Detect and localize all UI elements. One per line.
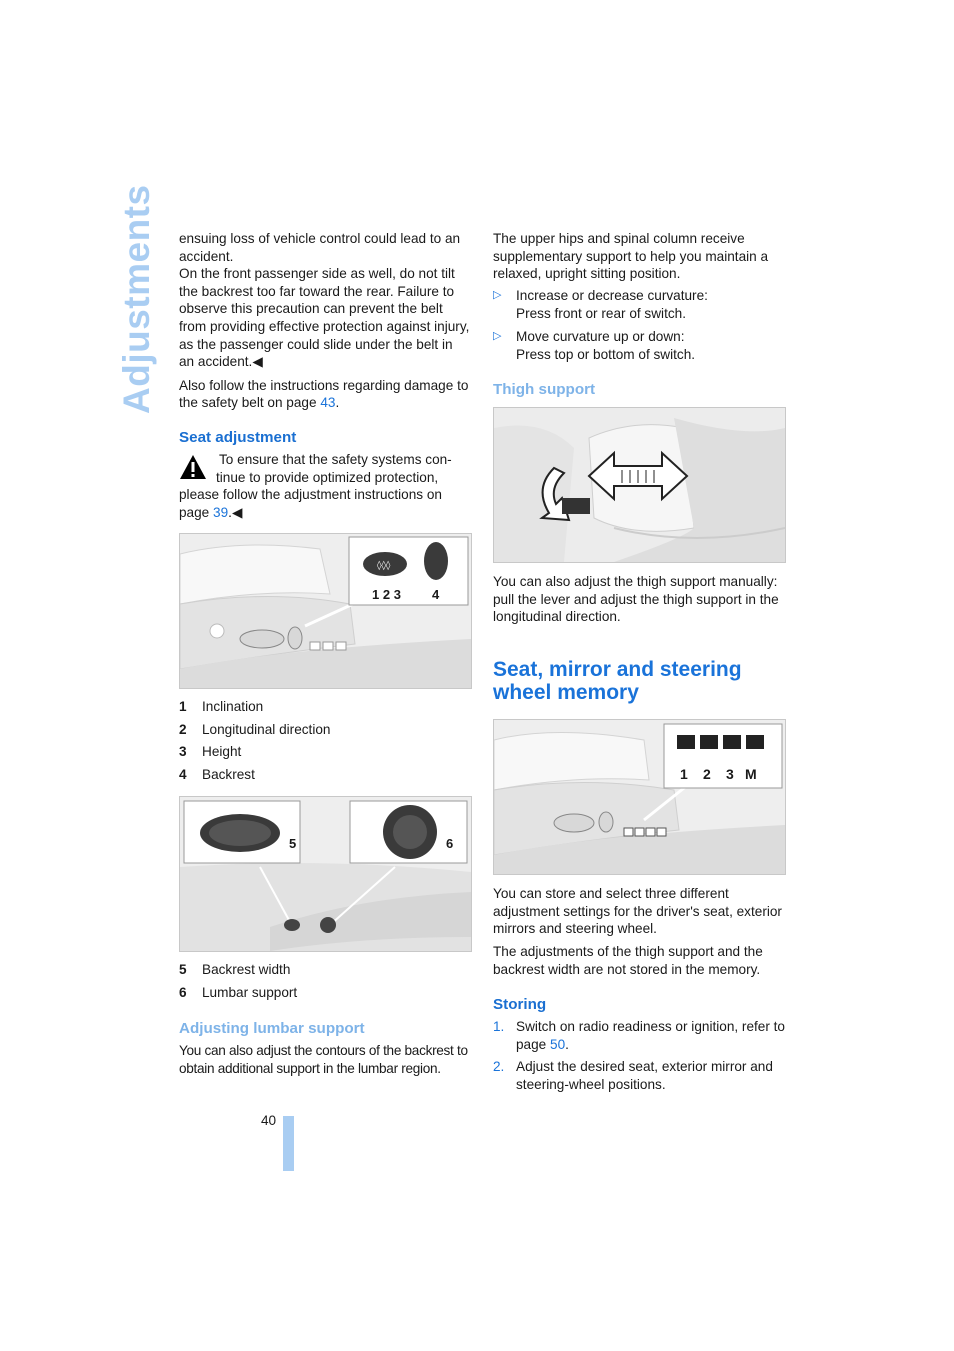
- callout-2: 2: [382, 587, 391, 602]
- paragraph: Also follow the instructions regarding damage to the safety belt on page 43.: [179, 377, 469, 411]
- bullet-item: ▷ Increase or decrease curvature: Press front or rear of switch.: [493, 288, 708, 321]
- step-number: 1.: [493, 1019, 505, 1034]
- paragraph: The upper hips and spinal column receive supplementary support to help you maintain a relaxed, upright sitting position.: [493, 231, 769, 282]
- left-column: [179, 230, 471, 412]
- thigh-support-illustration: [494, 408, 785, 562]
- list-item: 1. Switch on radio readiness or ignition, refer to page 50.: [493, 1019, 785, 1052]
- bullet-list: [493, 287, 785, 363]
- paragraph: You can also adjust the contours of the backrest to obtain additional support in the lumbar region.: [179, 1043, 468, 1076]
- bullet-item: ▷ Move curvature up or down: Press top or bottom of switch.: [493, 329, 696, 362]
- warning-line: To ensure that the safety systems con-: [219, 452, 452, 467]
- page-marker-bar: [283, 1116, 294, 1171]
- seat-illustration: [180, 534, 471, 688]
- callout-3: 3: [393, 587, 401, 602]
- callout-6: 6: [446, 836, 454, 851]
- callout-4: 4: [432, 587, 440, 602]
- legend-item: 3 Height: [179, 744, 242, 759]
- paragraph: On the front passenger side as well, do not tilt the backrest too far toward the rear. Failure to observe this precaution can prevent the belt from providing effective protection against injury, as the passenger could slide under the belt in an accident.◀: [179, 266, 470, 370]
- step-number: 2.: [493, 1059, 505, 1075]
- callout-2: 2: [703, 766, 711, 782]
- callout-5: 5: [289, 836, 297, 851]
- triangle-bullet-icon: ▷: [493, 289, 502, 301]
- paragraph: The adjustments of the thigh support and the backrest width are not stored in the memory.: [493, 944, 763, 977]
- section-heading: Storing: [493, 996, 547, 1013]
- legend-list: [179, 698, 471, 788]
- end-mark-icon: ◀: [231, 504, 243, 520]
- paragraph: You can also adjust the thigh support manually: pull the lever and adjust the thigh support in the longitudinal direction.: [493, 574, 779, 625]
- warning-block: [179, 451, 471, 521]
- memory-heading: Seat, mirror and steering wheel memory: [493, 658, 742, 704]
- side-section-title: Adjustments: [116, 184, 157, 414]
- legend-item: 1 Inclination: [179, 699, 264, 714]
- memory-buttons-figure: [493, 719, 786, 875]
- backrest-controls-figure: [179, 796, 472, 952]
- svg-text:◊◊◊: ◊◊◊: [377, 561, 391, 571]
- warning-text: please follow the adjustment instructions on page 39.◀: [179, 487, 442, 520]
- end-mark-icon: ◀: [252, 354, 263, 370]
- warning-icon: [179, 453, 207, 481]
- triangle-bullet-icon: ▷: [493, 330, 502, 343]
- callout-1: 1: [680, 766, 688, 782]
- backrest-illustration: [180, 797, 471, 951]
- seat-controls-figure: [179, 533, 472, 689]
- legend-item: 5 Backrest width: [179, 962, 291, 977]
- page-number: 40: [261, 1113, 277, 1128]
- legend-list: [179, 961, 471, 1006]
- legend-item: 4 Backrest: [179, 766, 255, 782]
- callout-m: M: [745, 766, 757, 782]
- section-heading: Seat adjustment: [179, 429, 297, 446]
- memory-illustration: [494, 720, 785, 874]
- legend-item: 6 Lumbar support: [179, 984, 298, 1000]
- subsection-heading: Thigh support: [493, 381, 596, 398]
- paragraph: You can store and select three different adjustment settings for the driver's seat, exterior mirrors and steering wheel.: [493, 886, 782, 937]
- warning-line: tinue to provide optimized protection,: [216, 469, 439, 485]
- list-item: 2. Adjust the desired seat, exterior mirror and steering-wheel positions.: [493, 1059, 773, 1092]
- ordered-list: [493, 1018, 785, 1093]
- callout-3: 3: [726, 766, 734, 782]
- legend-item: 2 Longitudinal direction: [179, 721, 331, 737]
- page-link[interactable]: 50: [550, 1036, 566, 1052]
- page-link[interactable]: 43: [320, 395, 336, 411]
- callout-1: 1: [372, 587, 380, 602]
- subsection-heading: Adjusting lumbar support: [179, 1020, 365, 1037]
- page-link[interactable]: 39: [213, 504, 229, 520]
- thigh-support-figure: [493, 407, 786, 563]
- paragraph: ensuing loss of vehicle control could lead to an accident.: [179, 231, 461, 264]
